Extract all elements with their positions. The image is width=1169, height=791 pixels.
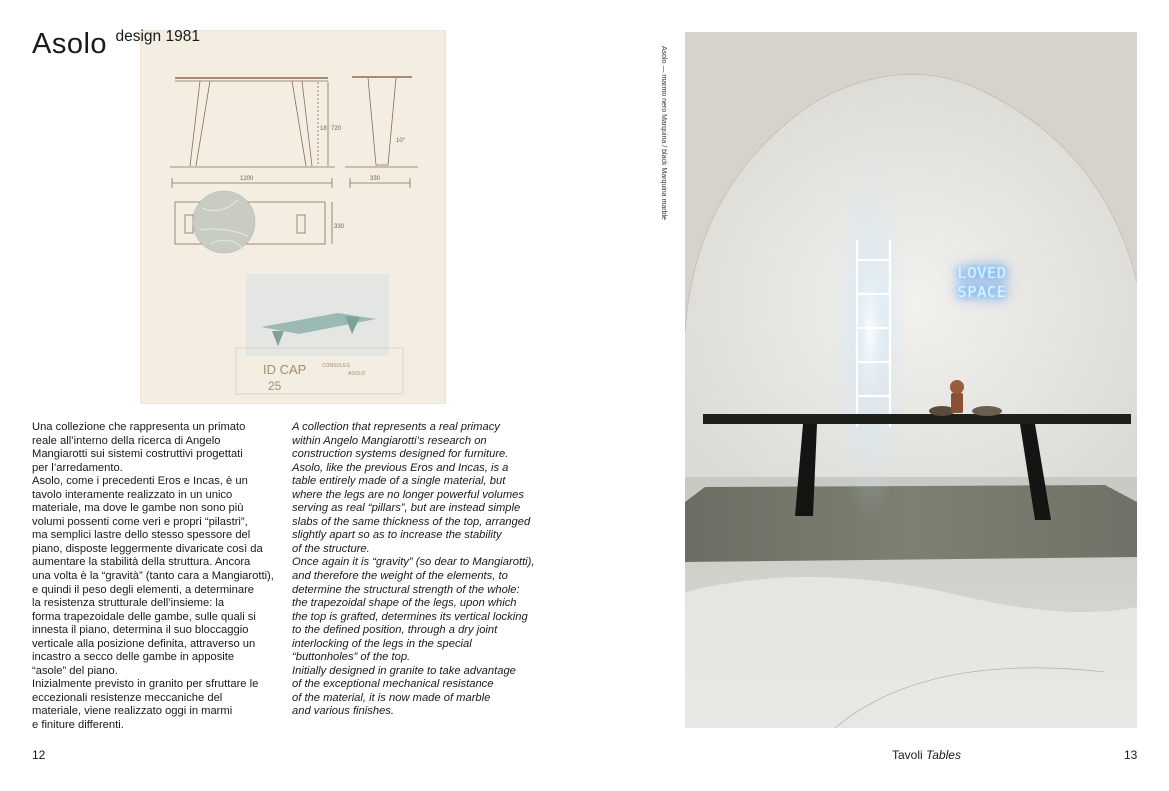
photo-caption: Asolo — marmo nero Marquina / black Marquina marble xyxy=(660,46,667,220)
marble-sample-circle xyxy=(193,191,255,253)
body-text-english xyxy=(292,421,542,719)
dimension-length: 1200 xyxy=(240,176,254,182)
dimension-depth: 330 xyxy=(370,176,381,182)
archive-stamp-label: CONSOLES xyxy=(322,363,350,369)
design-year: design 1981 xyxy=(115,28,200,45)
dimension-angle: 10° xyxy=(396,138,406,144)
product-name: Asolo xyxy=(32,28,108,60)
bowl-right xyxy=(972,406,1002,416)
archival-drawing-sheet xyxy=(140,30,446,404)
photo-caption-container xyxy=(660,46,677,226)
dimension-top-depth: 330 xyxy=(334,224,345,230)
dimension-height: 720 xyxy=(331,126,342,132)
archive-stamp-number: 25 xyxy=(268,379,282,393)
dimension-leg-height: 18 xyxy=(320,126,327,132)
italian-paragraph: Una collezione che rappresenta un primato reale all’interno della ricerca di Angelo Mangiarotti sui sistemi costruttivi progettati per l’arredamento. Asolo, come i precedenti Eros e Incas, è un tavolo interamente realizzato in un unico materiale, ma dove le gambe non sono più volumi possenti come veri e propri “pilastri”, ma semplici lastre dello stesso spessore del piano, disposte leggermente divaricate così da aumentare la stabilità della struttura. Ancora una volta è la “gravità” (tanto cara a Mangiarotti), e quindi il peso degli elementi, a determinare la resistenza strutturale dell’insieme: la forma trapezoidale delle gambe, sulle quali si innesta il piano, determina il suo bloccaggio verticale alla posizione definita, attraverso un incastro a secco delle gambe in apposite “asole” del piano. Inizialmente previsto in granito per sfruttare le eccezionali resistenze meccaniche del materiale, viene realizzato oggi in marmi e finiture differenti. xyxy=(32,421,274,732)
page-number-right: 13 xyxy=(1124,748,1138,762)
front-elevation-right-leg xyxy=(292,81,312,166)
model-photo-background xyxy=(246,274,389,356)
plan-view-slot-right xyxy=(297,215,305,233)
wooden-object-ball xyxy=(950,380,964,394)
neon-sign-line-2: SPACE xyxy=(957,283,1007,301)
archive-stamp-title: ID CAP xyxy=(263,362,307,377)
side-elevation-leg xyxy=(368,78,396,165)
technical-drawing xyxy=(140,30,446,404)
table-top xyxy=(703,414,1131,424)
front-elevation-left-leg xyxy=(190,81,210,166)
wooden-object-base xyxy=(951,393,963,413)
page-number-left: 12 xyxy=(32,748,46,762)
page-title xyxy=(32,28,200,61)
area-rug xyxy=(685,485,1137,562)
product-photo xyxy=(685,32,1137,728)
archive-stamp-model: ASOLO xyxy=(348,371,366,377)
neon-sign xyxy=(947,264,1017,302)
section-title xyxy=(892,748,961,762)
section-title-italian: Tavoli xyxy=(892,748,923,762)
interior-scene xyxy=(685,32,1137,728)
english-paragraph: A collection that represents a real primacy within Angelo Mangiarotti’s research on construction systems designed for furniture. Asolo, like the previous Eros and Incas, is a table entirely made of a single material, but where the legs are no longer powerful volumes serving as real “pillars”, but are instead simple slabs of the same thickness of the top, arranged slightly apart so as to increase the stability of the structure. Once again it is “gravity” (so dear to Mangiarotti), and therefore the weight of the elements, to determine the structural strength of the whole: the trapezoidal shape of the legs, upon which the top is grafted, determines its vertical locking to the defined position, through a dry joint interlocking of the legs in the special “buttonholes” of the top. Initially designed in granite to take advantage of the exceptional mechanical resistance of the material, it is now made of marble and various finishes. xyxy=(292,421,535,718)
body-text-italian xyxy=(32,421,280,733)
neon-sign-line-1: LOVED xyxy=(957,264,1007,282)
plan-view-slot-left xyxy=(185,215,193,233)
neon-ladder-glow xyxy=(830,142,910,522)
section-title-english: Tables xyxy=(926,748,961,762)
